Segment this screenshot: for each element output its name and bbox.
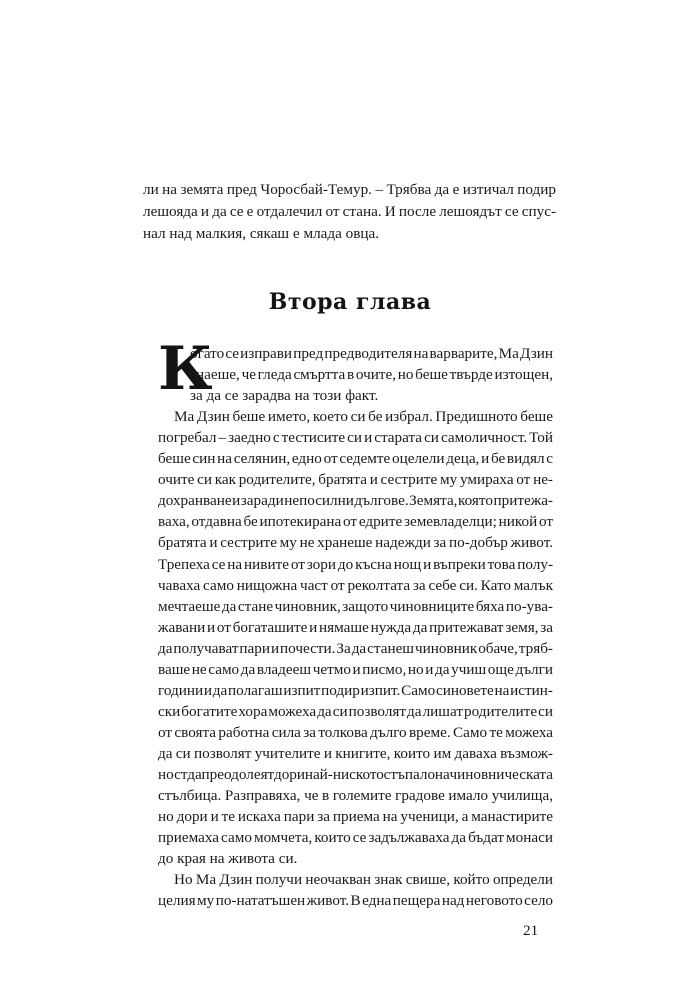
drop-cap: К: [158, 334, 213, 404]
text-line: Ма Дзин беше името, което си бе избрал. Предишното беше: [174, 408, 553, 425]
text-line: Трепеха се на нивите от зори до късна нощ и въпреки това полу-: [158, 556, 553, 573]
text-line: целия му по-нататъшен живот. В една пещера над неговото село: [158, 892, 553, 909]
text-line: да получават пари и почести. За да станеш чиновник обаче, тряб-: [158, 640, 553, 657]
text-line: стълбица. Разправяха, че в големите градове имало училища,: [158, 787, 553, 804]
text-line: погребал – заедно с тестисите си и старата си самоличност. Той: [158, 429, 553, 446]
text-line: нал над малкия, сякаш е млада овца.: [143, 225, 380, 242]
text-line: да си позволят учителите и книгите, които им даваха възмож-: [158, 745, 553, 762]
text-line: очите си как родителите, братята и сестрите му умираха от не-: [158, 471, 553, 488]
text-line: беше син на селянин, едно от седемте оцелели деца, и бе видял с: [158, 450, 553, 467]
text-line: до края на живота си.: [158, 850, 298, 867]
text-line: Но Ма Дзин получи неочакван знак свише, който определи: [174, 871, 553, 888]
text-line: мечтаеше да стане чиновник, защото чиновниците бяха по-ува-: [158, 598, 553, 615]
text-line: лешояда и да се е отдалечил от стана. И после лешоядът се спус-: [143, 203, 556, 220]
text-line: години и да полагаш изпит подир изпит. Само синовете на истин-: [158, 682, 553, 699]
text-line: знаеше, че гледа смъртта в очите, но беше твърде изтощен,: [190, 366, 553, 383]
text-line: ски богатите хора можеха да си позволят да лишат родителите си: [158, 703, 553, 720]
text-line: ли на земята пред Чоросбай-Темур. – Трябва да е изтичал подир: [143, 181, 556, 198]
chapter-title: Втора глава: [268, 289, 432, 315]
text-line: от своята работна сила за толкова дълго време. Само те можеха: [158, 724, 553, 741]
text-line: за да се зарадва на този факт.: [190, 387, 379, 404]
text-line: дохранване и заради непосилни дългове. Земята, която притежа-: [158, 492, 553, 509]
text-line: братята и сестрите му не хранеше надежди за по-добър живот.: [158, 534, 553, 551]
page-number: 21: [523, 922, 539, 939]
text-line: ваха, отдавна бе ипотекирана от едрите земевладелци; никой от: [158, 513, 553, 530]
text-line: но дори и те искаха пари за приема на ученици, а манастирите: [158, 808, 553, 825]
text-line: жавани и от богаташите и нямаше нужда да притежават земя, за: [158, 619, 553, 636]
text-line: приемаха само момчета, които се задължаваха да бъдат монаси: [158, 829, 553, 846]
text-line: чаваха само нищожна част от реколтата за себе си. Като малък: [158, 577, 553, 594]
text-line: огато се изправи пред предводителя на варварите, Ма Дзин: [190, 345, 553, 362]
text-line: ваше не само да владееш четмо и писмо, но и да учиш още дълги: [158, 661, 553, 678]
text-line: ност да преодолеят дори най-ниското стъпало на чиновническата: [158, 766, 553, 783]
